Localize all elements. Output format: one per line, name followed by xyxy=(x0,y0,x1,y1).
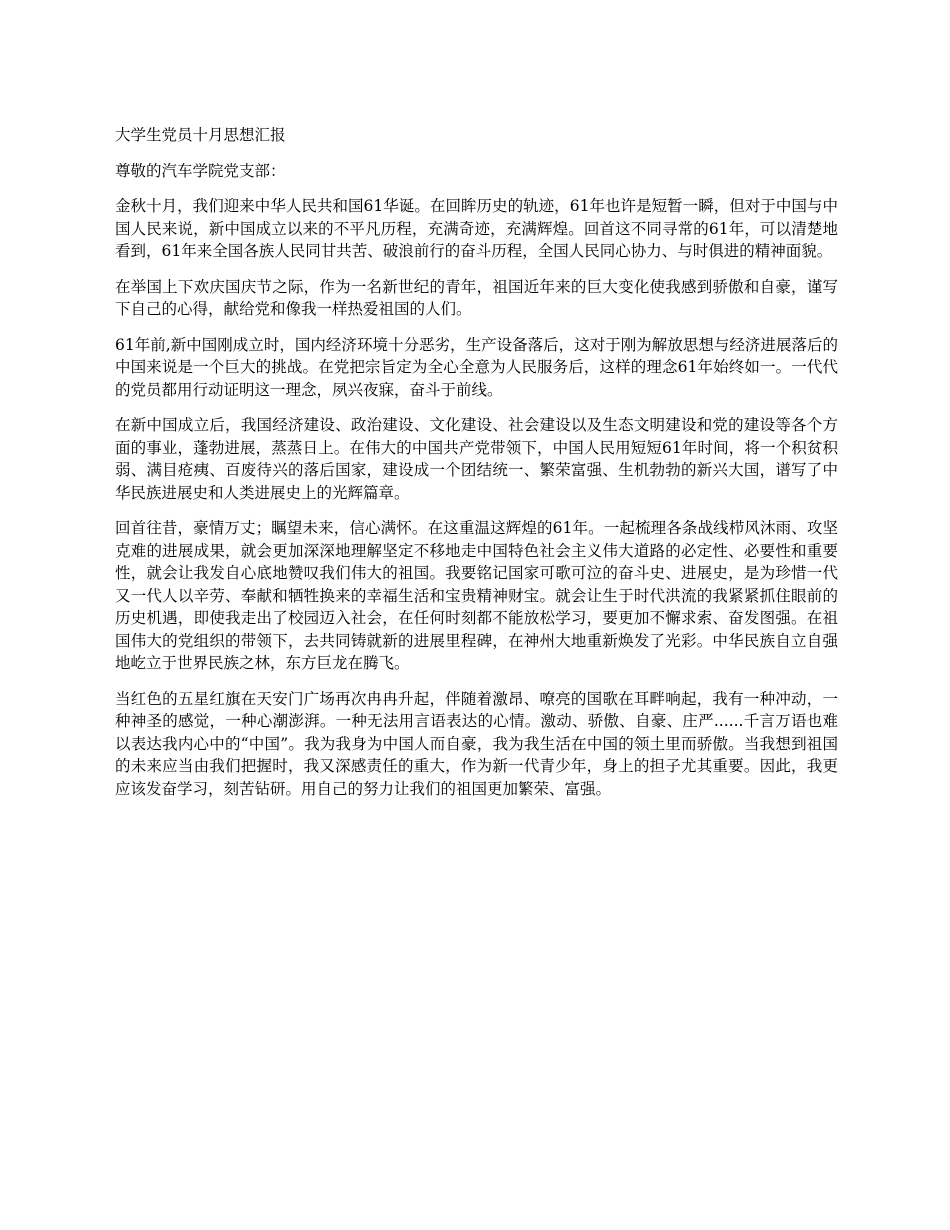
paragraph-6: 当红色的五星红旗在天安门广场再次冉冉升起，伴随着激昂、嘹亮的国歌在耳畔响起，我有一种冲动，一种神圣的感觉，一种心潮澎湃。一种无法用言语表达的心情。激动、骄傲、自豪、庄严......千言万语也难以表达我内心中的“中国”。我为我身为中国人而自豪，我为我生活在中国的领土里而骄傲。当我想到祖国的未来应当由我们把握时，我又深感责任的重大，作为新一代青少年，身上的担子尤其重要。因此，我更应该发奋学习，刻苦钻研。用自己的努力让我们的祖国更加繁荣、富强。 xyxy=(115,689,838,798)
paragraph-5: 回首往昔，豪情万丈；瞩望未来，信心满怀。在这重温这辉煌的61年。一起梳理各条战线栉风沐雨、攻坚克难的进展成果，就会更加深深地理解坚定不移地走中国特色社会主义伟大道路的必定性、必要性和重要性，就会让我发自心底地赞叹我们伟大的祖国。我要铭记国家可歌可泣的奋斗史、进展史，是为珍惜一代又一代人以辛劳、奉献和牺牲换来的幸福生活和宝贵精神财宝。就会让生于时代洪流的我紧紧抓住眼前的历史机遇，即使我走出了校园迈入社会，在任何时刻都不能放松学习，要更加不懈求索、奋发图强。在祖国伟大的党组织的带领下，去共同铸就新的进展里程碑，在神州大地重新焕发了光彩。中华民族自立自强地屹立于世界民族之林，东方巨龙在腾飞。 xyxy=(115,519,838,672)
document-title: 大学生党员十月思想汇报 xyxy=(115,126,286,144)
paragraph-4: 在新中国成立后，我国经济建设、政治建设、文化建设、社会建设以及生态文明建设和党的建设等各个方面的事业，蓬勃进展，蒸蒸日上。在伟大的中国共产党带领下，中国人民用短短61年时间，将一个积贫积弱、满目疮痍、百废待兴的落后国家，建设成一个团结统一、繁荣富强、生机勃勃的新兴大国，谱写了中华民族进展史和人类进展史上的光辉篇章。 xyxy=(115,416,838,502)
paragraph-1: 金秋十月，我们迎来中华人民共和国61华诞。在回眸历史的轨迹，61年也许是短暂一瞬，但对于中国与中国人民来说，新中国成立以来的不平凡历程，充满奇迹，充满辉煌。回首这不同寻常的61年，可以清楚地看到，61年来全国各族人民同甘共苦、破浪前行的奋斗历程，全国人民同心协力、与时俱进的精神面貌。 xyxy=(115,197,838,260)
paragraph-3: 61年前,新中国刚成立时，国内经济环境十分恶劣，生产设备落后，这对于刚为解放思想与经济进展落后的中国来说是一个巨大的挑战。在党把宗旨定为全心全意为人民服务后，这样的理念61年始终如一。一代代的党员都用行动证明这一理念，夙兴夜寐，奋斗于前线。 xyxy=(115,335,838,399)
paragraph-2: 在举国上下欢庆国庆节之际，作为一名新世纪的青年，祖国近年来的巨大变化使我感到骄傲和自豪，谨写下自己的心得，献给党和像我一样热爱祖国的人们。 xyxy=(115,277,838,318)
salutation: 尊敬的汽车学院党支部： xyxy=(115,161,286,180)
